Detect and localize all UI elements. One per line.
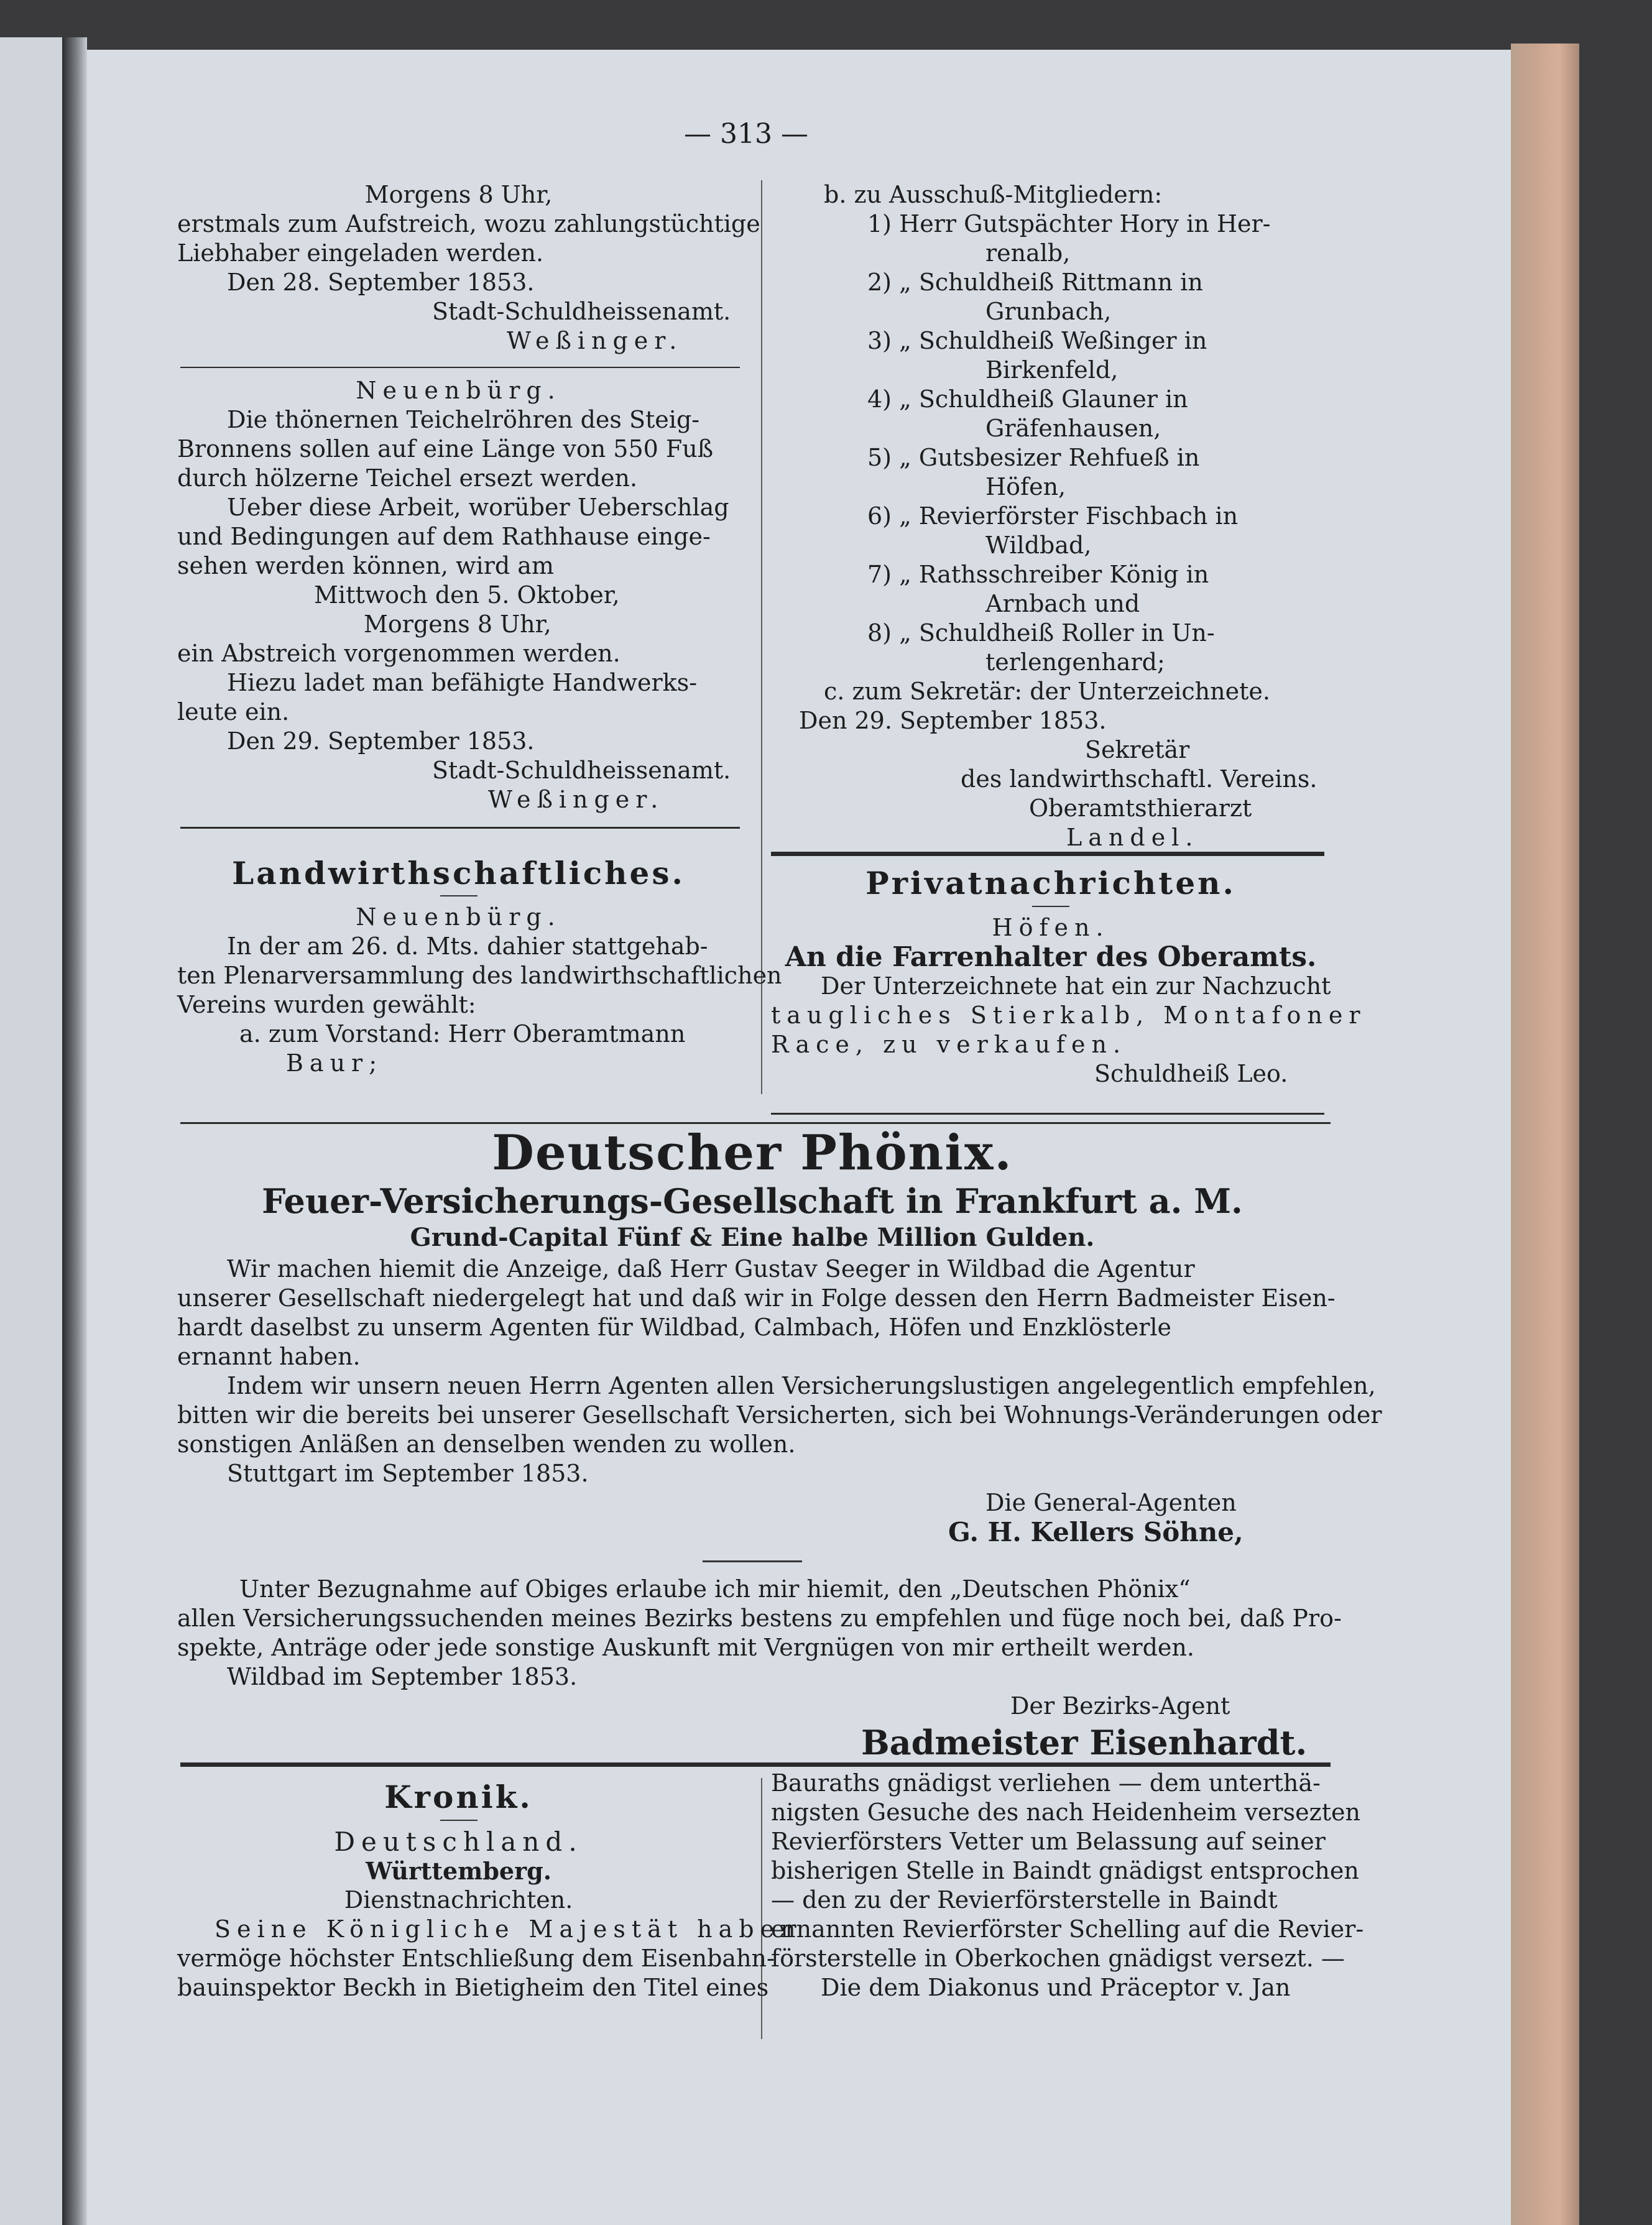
right-column-top — [774, 180, 1334, 852]
text-line: 3) „ Schuldheiß Weßinger in — [867, 327, 1207, 354]
text-line: Revierförsters Vetter um Belassung auf seiner — [771, 1828, 1326, 1855]
text-line: des landwirthschaftl. Vereins. — [961, 765, 1317, 793]
text-line: Morgens 8 Uhr, — [364, 610, 551, 638]
kronik-right — [771, 1769, 1364, 2002]
text-line: Indem wir unsern neuen Herrn Agenten allen Versicherungslustigen angelegentlich empfehlen, — [227, 1372, 1376, 1399]
text-line: Liebhaber eingeladen werden. — [177, 239, 544, 267]
landw-section — [177, 852, 782, 1078]
text-line: ernannt haben. — [177, 1343, 361, 1370]
small-rule — [1032, 906, 1069, 907]
text-line: Der Unterzeichnete hat ein zur Nachzucht — [821, 972, 1331, 1000]
text-line: ernannten Revierförster Schelling auf die Revier- — [771, 1915, 1364, 1943]
text-line: Die thönernen Teichelröhren des Steig- — [227, 406, 700, 433]
text-line: a. zum Vorstand: Herr Oberamtmann — [239, 1020, 686, 1048]
small-rule — [440, 895, 478, 896]
text-line: 2) „ Schuldheiß Rittmann in — [867, 269, 1203, 296]
phoenix-advertisement — [177, 1125, 1382, 1764]
text-line: Unter Bezugnahme auf Obiges erlaube ich mir hiemit, den „Deutschen Phönix“ — [239, 1575, 1191, 1603]
text-line: Ueber diese Arbeit, worüber Ueberschlag — [227, 494, 729, 521]
divider — [771, 1113, 1324, 1115]
book-gutter — [62, 37, 87, 2225]
text-line: terlengenhard; — [985, 648, 1165, 676]
text-line: Stadt-Schuldheissenamt. — [432, 298, 731, 325]
text-line: bauinspektor Beckh in Bietigheim den Titel eines — [177, 1974, 769, 2001]
text-line: Landel. — [1066, 824, 1199, 851]
kronik-left — [177, 1775, 802, 2002]
text-line: durch hölzerne Teichel ersezt werden. — [177, 464, 638, 492]
text-line: Wildbad, — [985, 532, 1092, 559]
ad-title: Deutscher Phönix. — [492, 1125, 1013, 1181]
text-line: Schuldheiß Leo. — [1094, 1060, 1288, 1087]
text-line: Wildbad im September 1853. — [227, 1663, 578, 1690]
text-line: Neuenbürg. — [356, 903, 561, 931]
text-line: ein Abstreich vorgenommen werden. — [177, 640, 621, 667]
text-line: Morgens 8 Uhr, — [364, 181, 553, 208]
text-line: sehen werden können, wird am — [177, 552, 554, 579]
text-line: bitten wir die bereits bei unserer Gesellschaft Versicherten, sich bei Wohnungs-Veränderungen oder — [177, 1401, 1382, 1429]
divider — [180, 367, 740, 368]
text-line: Höfen. — [992, 914, 1110, 941]
text-line: nigsten Gesuche des nach Heidenheim versezten — [771, 1799, 1360, 1826]
notice-heading: Neuenbürg. — [356, 377, 561, 404]
ad-capital: Grund-Capital Fünf & Eine halbe Million Gulden. — [410, 1223, 1095, 1252]
page-stack-edge — [1511, 44, 1579, 2225]
text-line: erstmals zum Aufstreich, wozu zahlungstüchtige — [177, 210, 760, 237]
text-line: Stuttgart im September 1853. — [227, 1460, 589, 1487]
text-line: Den 29. September 1853. — [227, 727, 535, 755]
text-line: Grunbach, — [985, 298, 1112, 325]
text-line: 6) „ Revierförster Fischbach in — [867, 502, 1239, 530]
text-line: Bauraths gnädigst verliehen — dem unterthä- — [771, 1769, 1321, 1797]
text-line: 1) Herr Gutspächter Hory in Her- — [867, 210, 1271, 237]
text-line: vermöge höchster Entschließung dem Eisenbahn- — [177, 1945, 775, 1972]
left-column-top — [177, 180, 760, 356]
text-line: Birkenfeld, — [985, 356, 1119, 384]
text-line: hardt daselbst zu unserm Agenten für Wildbad, Calmbach, Höfen und Enzklösterle — [177, 1314, 1172, 1341]
divider — [180, 827, 740, 829]
small-rule — [703, 1560, 802, 1562]
text-line: 8) „ Schuldheiß Roller in Un- — [867, 619, 1215, 647]
text-line: Race, zu verkaufen. — [771, 1031, 1127, 1058]
text-line: In der am 26. d. Mts. dahier stattgehab- — [227, 933, 708, 960]
privat-title: An die Farrenhalter des Oberamts. — [785, 941, 1317, 973]
text-line: Den 28. September 1853. — [227, 269, 535, 296]
full-width-divider — [180, 1762, 1331, 1767]
signature: Badmeister Eisenhardt. — [861, 1723, 1308, 1762]
text-line: b. zu Ausschuß-Mitgliedern: — [824, 181, 1163, 208]
text-line: 5) „ Gutsbesizer Rehfueß in — [867, 444, 1200, 471]
text-line: und Bedingungen auf dem Rathhause einge- — [177, 523, 711, 550]
privat-section — [771, 861, 1367, 1089]
text-line: Den 29. September 1853. — [799, 707, 1107, 734]
text-line: Bronnens sollen auf eine Länge von 550 Fuß — [177, 435, 714, 463]
text-line: Arnbach und — [985, 590, 1140, 617]
section-heading: Landwirthschaftliches. — [232, 855, 685, 891]
text-line: 7) „ Rathsschreiber König in — [867, 561, 1209, 588]
text-line: Stadt-Schuldheissenamt. — [432, 757, 731, 784]
text-line: leute ein. — [177, 698, 290, 726]
text-line: Deutschland. — [334, 1827, 583, 1857]
text-line: 4) „ Schuldheiß Glauner in — [867, 385, 1188, 413]
text-line: ten Plenarversammlung des landwirthschaftlichen — [177, 962, 782, 989]
text-line: Sekretär — [1085, 736, 1190, 763]
text-line: Hiezu ladet man befähigte Handwerks- — [227, 669, 698, 696]
section-heading: Kronik. — [384, 1779, 533, 1815]
text-line: försterstelle in Oberkochen gnädigst versezt. — — [771, 1945, 1345, 1972]
section-heading: Privatnachrichten. — [865, 865, 1236, 901]
text-line: Mittwoch den 5. Oktober, — [314, 581, 620, 609]
text-line: Weßinger. — [488, 786, 665, 813]
text-line: spekte, Anträge oder jede sonstige Auskunft mit Vergnügen von mir ertheilt werden. — [177, 1634, 1194, 1661]
text-line: Vereins wurden gewählt: — [177, 991, 476, 1018]
text-line: Dienstnachrichten. — [344, 1886, 573, 1914]
column-divider-upper — [761, 180, 762, 1094]
text-line: Gräfenhausen, — [985, 415, 1161, 442]
text-line: renalb, — [985, 239, 1071, 267]
text-line: sonstigen Anläßen an denselben wenden zu wollen. — [177, 1430, 796, 1458]
left-page-edge — [0, 37, 70, 2225]
small-rule — [440, 1820, 478, 1821]
signature: G. H. Kellers Söhne, — [948, 1517, 1244, 1547]
text-line: Wir machen hiemit die Anzeige, daß Herr Gustav Seeger in Wildbad die Agentur — [227, 1255, 1195, 1283]
text-line: Die dem Diakonus und Präceptor v. Jan — [821, 1974, 1291, 2001]
text-line: c. zum Sekretär: der Unterzeichnete. — [824, 678, 1270, 705]
ad-subtitle: Feuer-Versicherungs-Gesellschaft in Frankfurt a. M. — [262, 1181, 1243, 1221]
text-line: Weßinger. — [507, 327, 683, 354]
text-line: Die General-Agenten — [985, 1489, 1237, 1516]
text-line: Der Bezirks-Agent — [1010, 1692, 1230, 1720]
text-line: Oberamtsthierarzt — [1029, 795, 1252, 822]
text-line: bisherigen Stelle in Baindt gnädigst entsprochen — [771, 1857, 1359, 1884]
text-line: — den zu der Revierförsterstelle in Baindt — [771, 1886, 1278, 1914]
full-width-divider — [180, 1122, 1331, 1124]
text-line: Höfen, — [985, 473, 1066, 500]
text-line: Baur; — [286, 1049, 384, 1077]
text-line: Seine Königliche Majestät haben — [215, 1915, 802, 1943]
text-line: taugliches Stierkalb, Montafoner — [771, 1002, 1367, 1029]
page-number: — 313 — — [684, 118, 808, 150]
neuenbuerg-notice — [177, 376, 740, 814]
text-line: Württemberg. — [366, 1857, 551, 1885]
divider — [771, 852, 1324, 856]
text-line: allen Versicherungssuchenden meines Bezirks bestens zu empfehlen und füge noch bei, daß Pro- — [177, 1605, 1342, 1632]
text-line: unserer Gesellschaft niedergelegt hat und daß wir in Folge dessen den Herrn Badmeister Eisen- — [177, 1284, 1336, 1312]
